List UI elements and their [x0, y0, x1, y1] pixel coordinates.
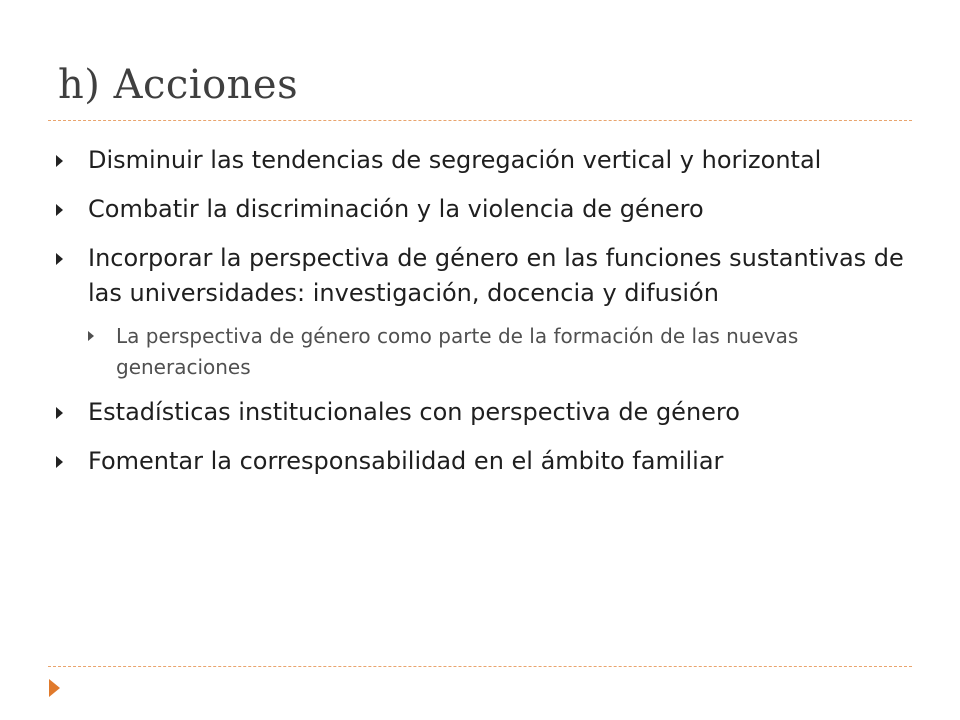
- sub-bullet-item: [88, 321, 906, 383]
- bullet-item: [56, 192, 906, 227]
- bullet-text: Estadísticas institucionales con perspectiva de género: [88, 398, 740, 426]
- bullet-list: [56, 143, 906, 493]
- title-divider: [48, 120, 912, 121]
- triangle-right-icon: [56, 253, 63, 265]
- bullet-item: [56, 444, 906, 479]
- bullet-text: Fomentar la corresponsabilidad en el ámbito familiar: [88, 447, 724, 475]
- triangle-right-icon: [56, 155, 63, 167]
- triangle-right-icon: [56, 204, 63, 216]
- slide-title: h) Acciones: [58, 62, 299, 108]
- bullet-text: Combatir la discriminación y la violencia de género: [88, 195, 704, 223]
- bullet-text: Disminuir las tendencias de segregación vertical y horizontal: [88, 146, 822, 174]
- triangle-right-icon: [88, 331, 94, 341]
- bullet-item: [56, 395, 906, 430]
- bullet-text: Incorporar la perspectiva de género en las funciones sustantivas de las universidades: investigación, docencia y difusión: [88, 244, 904, 307]
- bullet-item: [56, 143, 906, 178]
- sub-bullet-text: La perspectiva de género como parte de la formación de las nuevas generaciones: [116, 324, 799, 379]
- bullet-item: [56, 241, 906, 311]
- footer-divider: [48, 666, 912, 667]
- triangle-right-icon: [56, 456, 63, 468]
- triangle-right-icon: [56, 407, 63, 419]
- footer-arrow-icon: [49, 679, 60, 697]
